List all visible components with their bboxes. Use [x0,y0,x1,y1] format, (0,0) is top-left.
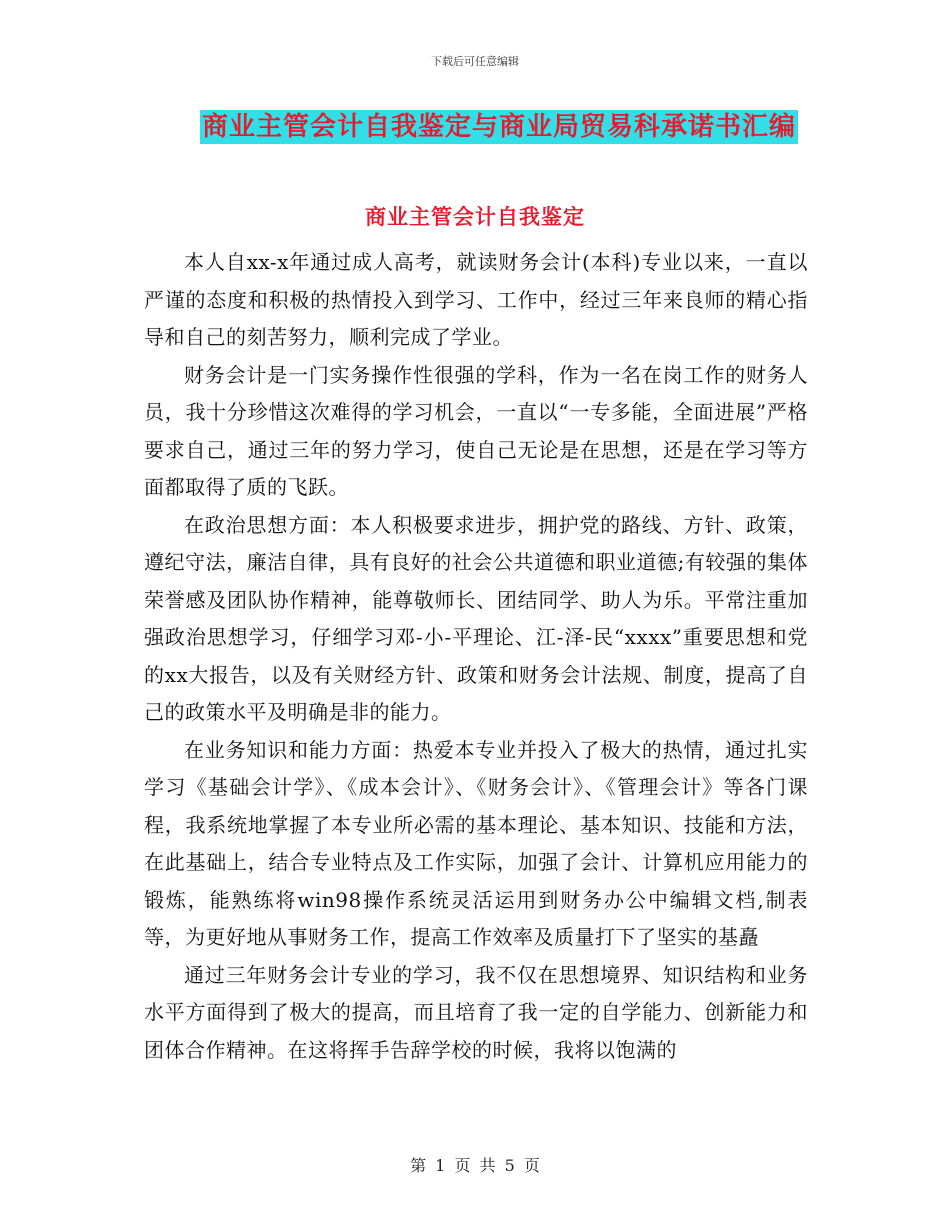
paragraph: 本人自xx-x年通过成人高考，就读财务会计(本科)专业以来，一直以严谨的态度和积极的热情投入到学习、工作中，经过三年来良师的精心指导和自己的刻苦努力，顺利完成了学业。 [144,250,808,349]
paragraph: 财务会计是一门实务操作性很强的学科，作为一名在岗工作的财务人员，我十分珍惜这次难得的学习机会，一直以“一专多能，全面进展”严格要求自己，通过三年的努力学习，使自己无论是在思想，还是在学习等方面都取得了质的飞跃。 [144,362,808,499]
section-title: 商业主管会计自我鉴定 [365,205,585,229]
body-text [144,244,808,1069]
paragraph: 通过三年财务会计专业的学习，我不仅在思想境界、知识结构和业务水平方面得到了极大的提高，而且培育了我一定的自学能力、创新能力和团体合作精神。在这将挥手告辞学校的时候，我将以饱满的 [144,962,808,1062]
page-footer: 第 1 页 共 5 页 [410,1156,540,1175]
main-title-container [0,110,950,144]
header-note: 下载后可任意编辑 [431,55,519,68]
paragraph: 在业务知识和能力方面：热爱本专业并投入了极大的热情，通过扎实学习《基础会计学》、《成本会计》、《财务会计》、《管理会计》等各门课程，我系统地掌握了本专业所必需的基本理论、基本知识、技能和方法，在此基础上，结合专业特点及工作实际，加强了会计、计算机应用能力的锻炼，能熟练将win98操作系统灵活运用到财务办公中编辑文档,制表等，为更好地从事财务工作，提高工作效率及质量打下了坚实的基矗 [144,737,808,949]
paragraph: 在政治思想方面：本人积极要求进步，拥护党的路线、方针、政策，遵纪守法，廉洁自律，具有良好的社会公共道德和职业道德;有较强的集体荣誉感及团队协作精神，能尊敬师长、团结同学、助人为乐。平常注重加强政治思想学习，仔细学习邓-小-平理论、江-泽-民“xxxx”重要思想和党的xx大报告，以及有关财经方针、政策和财务会计法规、制度，提高了自己的政策水平及明确是非的能力。 [144,512,808,724]
main-title: 商业主管会计自我鉴定与商业局贸易科承诺书汇编 [201,112,796,142]
